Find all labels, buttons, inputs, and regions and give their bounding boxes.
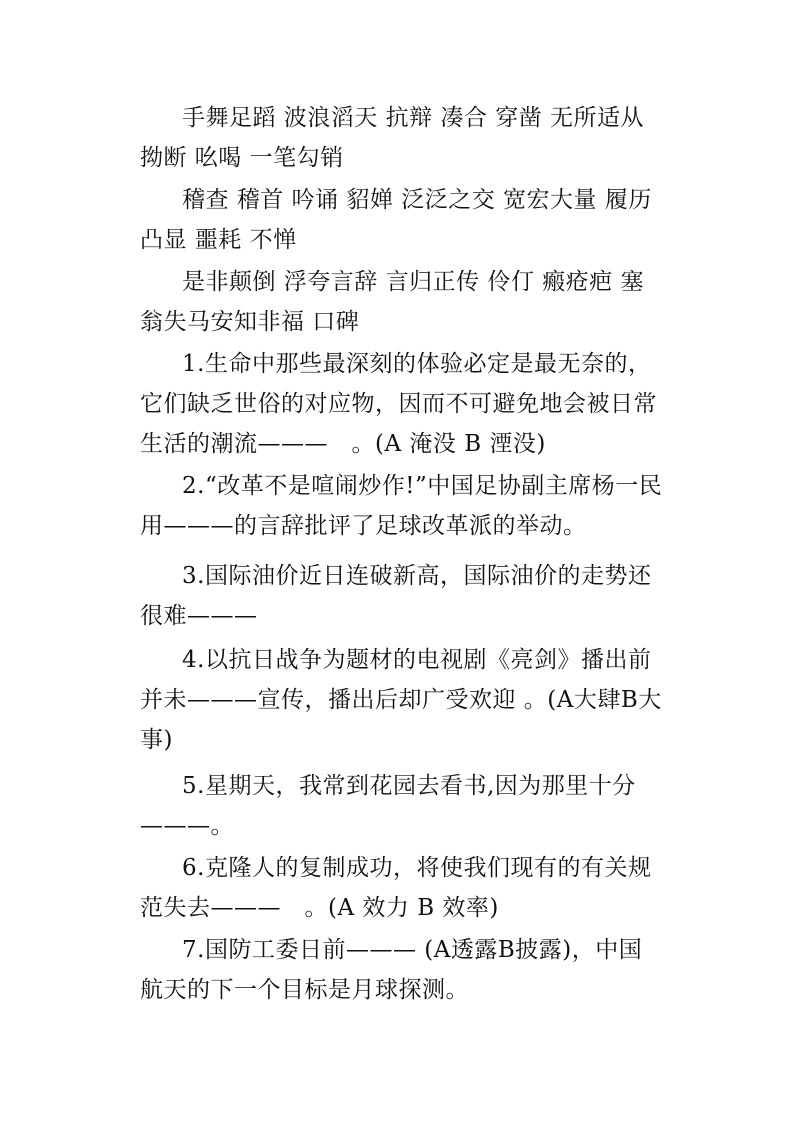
paragraph-1: 手舞足蹈 波浪滔天 抗辩 凑合 穿凿 无所适从 拗断 吆喝 一笔勾销	[140, 105, 645, 171]
question-2: 2.“改革不是喧闹炒作!”中国足协副主席杨一民用———的言辞批评了足球改革派的举动。	[140, 473, 663, 539]
question-1: 1.生命中那些最深刻的体验必定是最无奈的，它们缺乏世俗的对应物，因而不可避免地会被日常生活的潮流——— 。(A 淹没 B 湮没)	[140, 351, 657, 457]
question-3: 3.国际油价近日连破新高，国际油价的走势还很难———	[140, 563, 652, 629]
paragraph-3: 是非颠倒 浮夸言辞 言归正传 伶仃 瘢疮疤 塞翁失马安知非福 口碑	[140, 269, 645, 335]
question-4: 4.以抗日战争为题材的电视剧《亮剑》播出前并未———宣传，播出后却广受欢迎 。(A大肆B大事)	[140, 647, 662, 753]
question-7: 7.国防工委日前——— (A透露B披露)，中国航天的下一个目标是月球探测。	[140, 937, 643, 1003]
question-6: 6.克隆人的复制成功，将使我们现有的有关规范失去——— 。(A 效力 B 效率)	[140, 855, 652, 921]
paragraph-2: 稽查 稽首 吟诵 貂婵 泛泛之交 宽宏大量 履历 凸显 噩耗 不惮	[140, 187, 652, 253]
question-5: 5.星期天，我常到花园去看书,因为那里十分———。	[140, 773, 636, 839]
